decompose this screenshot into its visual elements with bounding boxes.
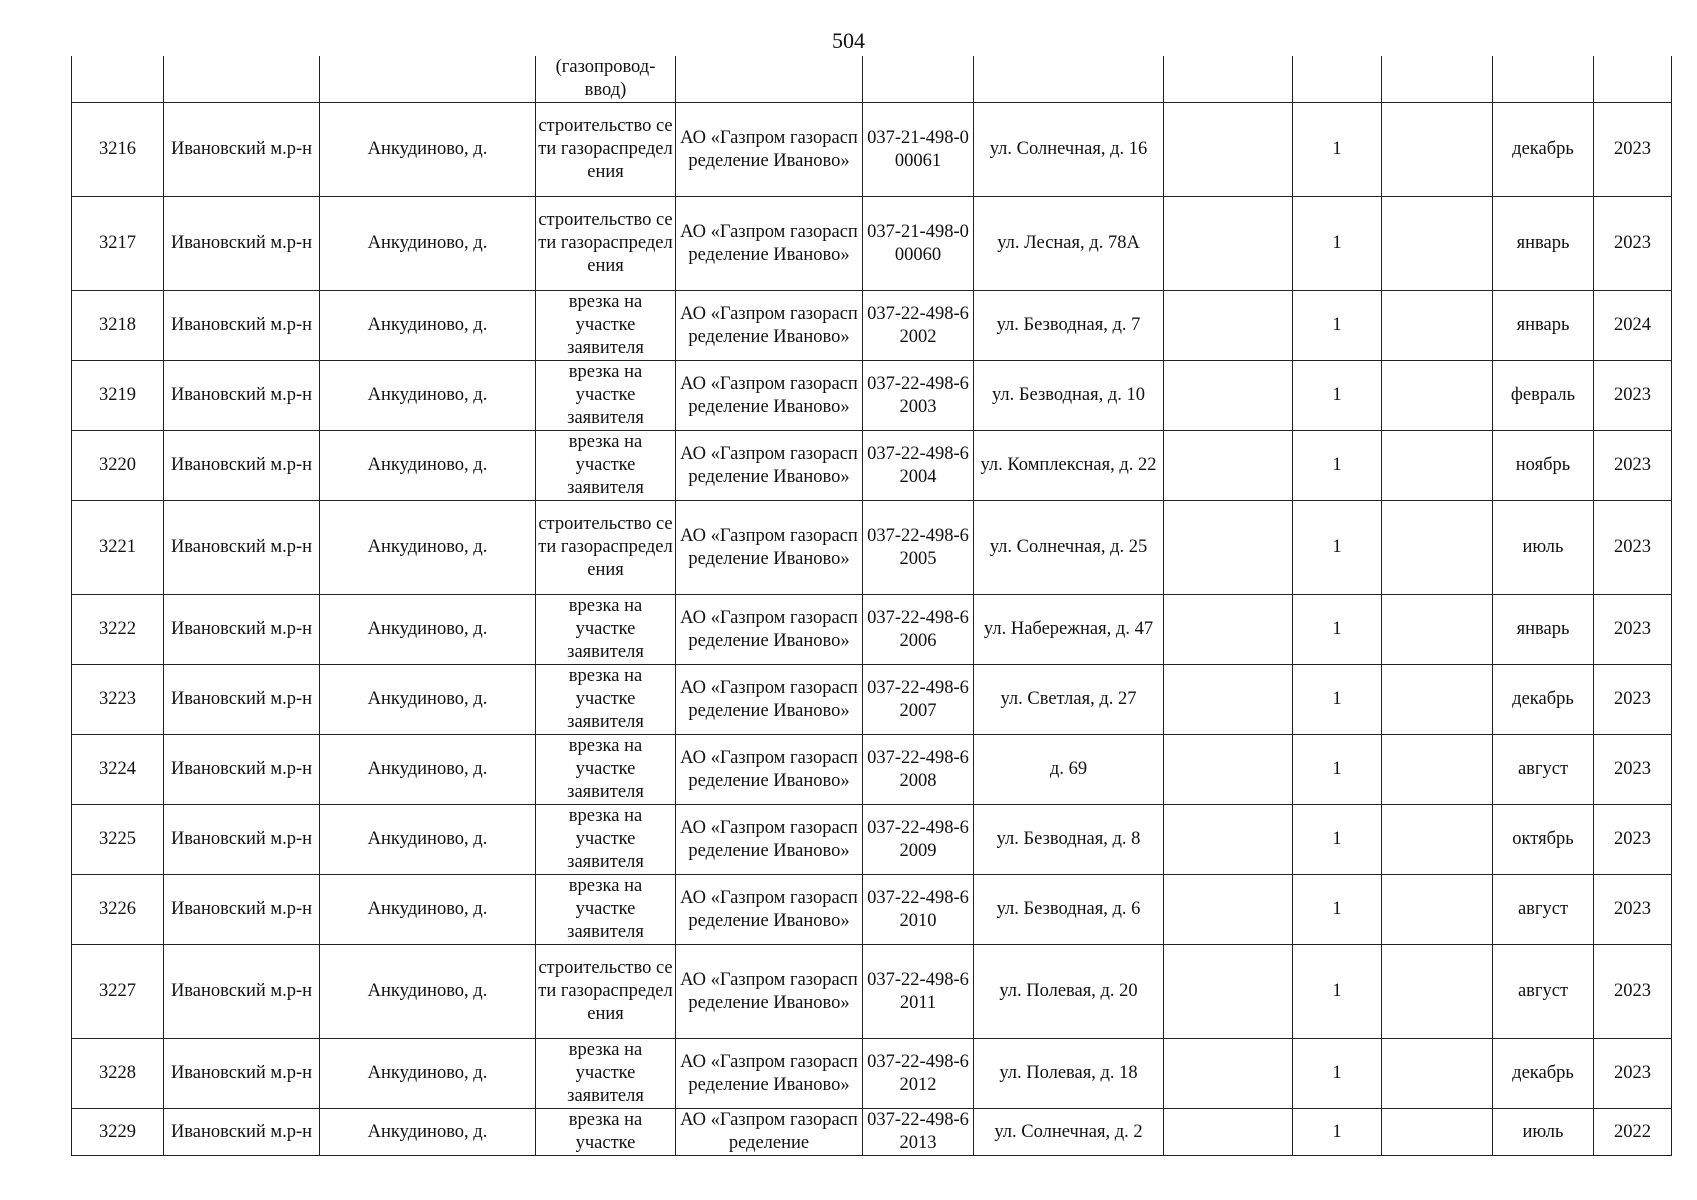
- table-row: [72, 431, 1672, 501]
- cell-district: Ивановский м.р-н: [164, 735, 320, 805]
- cell-locality: Анкудиново, д.: [320, 665, 536, 735]
- cell-col8: [1164, 361, 1293, 431]
- cell-month: июль: [1493, 1109, 1594, 1156]
- cell-qty: 1: [1293, 665, 1382, 735]
- cell-qty: 1: [1293, 735, 1382, 805]
- cell-work-type: врезка на участке заявителя: [536, 735, 676, 805]
- cell-work-type: врезка на участке: [536, 1109, 676, 1156]
- cell-num: 3229: [72, 1109, 164, 1156]
- cell-num: 3225: [72, 805, 164, 875]
- cell-org: АО «Газпром газораспределение Иваново»: [676, 805, 863, 875]
- cell-org: АО «Газпром газораспределение: [676, 1109, 863, 1156]
- cell-code: 037-22-498-62007: [863, 665, 974, 735]
- cell-code: 037-22-498-62010: [863, 875, 974, 945]
- cell-locality: [320, 56, 536, 103]
- cell-work-type: врезка на участке заявителя: [536, 595, 676, 665]
- cell-col8: [1164, 431, 1293, 501]
- cell-org: АО «Газпром газораспределение Иваново»: [676, 1039, 863, 1109]
- cell-month: август: [1493, 875, 1594, 945]
- cell-month: ноябрь: [1493, 431, 1594, 501]
- cell-year: 2023: [1594, 103, 1672, 197]
- cell-num: 3223: [72, 665, 164, 735]
- cell-month: январь: [1493, 197, 1594, 291]
- cell-locality: Анкудиново, д.: [320, 1109, 536, 1156]
- cell-year: 2023: [1594, 665, 1672, 735]
- cell-num: 3227: [72, 945, 164, 1039]
- cell-col8: [1164, 665, 1293, 735]
- cell-org: АО «Газпром газораспределение Иваново»: [676, 595, 863, 665]
- cell-work-type: врезка на участке заявителя: [536, 1039, 676, 1109]
- cell-org: [676, 56, 863, 103]
- cell-address: ул. Безводная, д. 6: [974, 875, 1164, 945]
- cell-month: февраль: [1493, 361, 1594, 431]
- cell-work-type: врезка на участке заявителя: [536, 875, 676, 945]
- cell-month: октябрь: [1493, 805, 1594, 875]
- cell-col10: [1382, 1039, 1493, 1109]
- cell-district: Ивановский м.р-н: [164, 1039, 320, 1109]
- cell-col10: [1382, 805, 1493, 875]
- cell-col8: [1164, 501, 1293, 595]
- cell-work-type: строительство сети газораспределения: [536, 945, 676, 1039]
- cell-address: ул. Безводная, д. 7: [974, 291, 1164, 361]
- cell-address: ул. Безводная, д. 10: [974, 361, 1164, 431]
- continuation-row: [72, 56, 1672, 103]
- table-row: [72, 735, 1672, 805]
- table-row: [72, 291, 1672, 361]
- cell-year: 2023: [1594, 875, 1672, 945]
- cell-year: 2023: [1594, 945, 1672, 1039]
- cell-month: январь: [1493, 595, 1594, 665]
- cell-month: январь: [1493, 291, 1594, 361]
- cell-qty: 1: [1293, 501, 1382, 595]
- cell-work-type: врезка на участке заявителя: [536, 805, 676, 875]
- cell-col10: [1382, 56, 1493, 103]
- cell-col8: [1164, 56, 1293, 103]
- cell-code: 037-22-498-62005: [863, 501, 974, 595]
- cell-num: 3222: [72, 595, 164, 665]
- registry-table: [71, 56, 1672, 1156]
- cell-qty: 1: [1293, 361, 1382, 431]
- cell-address: ул. Солнечная, д. 25: [974, 501, 1164, 595]
- cell-col10: [1382, 1109, 1493, 1156]
- table-row: [72, 103, 1672, 197]
- table-row: [72, 945, 1672, 1039]
- cell-year: 2023: [1594, 431, 1672, 501]
- cell-col10: [1382, 103, 1493, 197]
- cell-district: Ивановский м.р-н: [164, 431, 320, 501]
- cell-year: 2024: [1594, 291, 1672, 361]
- cell-work-type: врезка на участке заявителя: [536, 431, 676, 501]
- table-row: [72, 501, 1672, 595]
- cell-address: ул. Солнечная, д. 2: [974, 1109, 1164, 1156]
- cell-org: АО «Газпром газораспределение Иваново»: [676, 665, 863, 735]
- cell-qty: 1: [1293, 875, 1382, 945]
- table-row: [72, 665, 1672, 735]
- cell-year: 2023: [1594, 361, 1672, 431]
- cell-work-type: (газопровод-ввод): [536, 56, 676, 103]
- cell-qty: 1: [1293, 431, 1382, 501]
- page-number: 504: [832, 28, 865, 53]
- cell-work-type: строительство сети газораспределения: [536, 103, 676, 197]
- cell-qty: 1: [1293, 805, 1382, 875]
- table-row: [72, 875, 1672, 945]
- cell-col8: [1164, 1039, 1293, 1109]
- cell-month: август: [1493, 945, 1594, 1039]
- cell-address: ул. Полевая, д. 20: [974, 945, 1164, 1039]
- cell-col8: [1164, 291, 1293, 361]
- cell-locality: Анкудиново, д.: [320, 735, 536, 805]
- cell-work-type: строительство сети газораспределения: [536, 501, 676, 595]
- cell-district: Ивановский м.р-н: [164, 501, 320, 595]
- cell-address: ул. Безводная, д. 8: [974, 805, 1164, 875]
- cell-num: 3219: [72, 361, 164, 431]
- cell-locality: Анкудиново, д.: [320, 805, 536, 875]
- cell-org: АО «Газпром газораспределение Иваново»: [676, 875, 863, 945]
- cell-num: 3228: [72, 1039, 164, 1109]
- cell-col8: [1164, 595, 1293, 665]
- cell-code: [863, 56, 974, 103]
- cell-year: 2023: [1594, 735, 1672, 805]
- cell-num: 3217: [72, 197, 164, 291]
- cell-org: АО «Газпром газораспределение Иваново»: [676, 945, 863, 1039]
- cell-code: 037-21-498-000061: [863, 103, 974, 197]
- cell-col10: [1382, 665, 1493, 735]
- cell-address: ул. Полевая, д. 18: [974, 1039, 1164, 1109]
- cell-district: Ивановский м.р-н: [164, 805, 320, 875]
- cell-num: 3218: [72, 291, 164, 361]
- cell-district: Ивановский м.р-н: [164, 197, 320, 291]
- table-row: [72, 361, 1672, 431]
- cell-col10: [1382, 735, 1493, 805]
- cell-code: 037-22-498-62013: [863, 1109, 974, 1156]
- table-row: [72, 1039, 1672, 1109]
- cell-num: 3221: [72, 501, 164, 595]
- cell-org: АО «Газпром газораспределение Иваново»: [676, 103, 863, 197]
- cell-col10: [1382, 501, 1493, 595]
- cell-col10: [1382, 361, 1493, 431]
- cell-district: Ивановский м.р-н: [164, 875, 320, 945]
- cell-col8: [1164, 197, 1293, 291]
- cell-year: 2022: [1594, 1109, 1672, 1156]
- cell-org: АО «Газпром газораспределение Иваново»: [676, 291, 863, 361]
- cell-locality: Анкудиново, д.: [320, 197, 536, 291]
- cell-col10: [1382, 595, 1493, 665]
- cell-district: Ивановский м.р-н: [164, 595, 320, 665]
- cell-qty: 1: [1293, 197, 1382, 291]
- cell-num: 3216: [72, 103, 164, 197]
- cell-code: 037-22-498-62002: [863, 291, 974, 361]
- cell-district: Ивановский м.р-н: [164, 1109, 320, 1156]
- cell-month: декабрь: [1493, 1039, 1594, 1109]
- table-body: [72, 56, 1672, 1156]
- cell-locality: Анкудиново, д.: [320, 1039, 536, 1109]
- cell-address: ул. Лесная, д. 78А: [974, 197, 1164, 291]
- cell-col10: [1382, 945, 1493, 1039]
- cell-locality: Анкудиново, д.: [320, 291, 536, 361]
- cell-locality: Анкудиново, д.: [320, 875, 536, 945]
- cell-org: АО «Газпром газораспределение Иваново»: [676, 735, 863, 805]
- cell-col10: [1382, 291, 1493, 361]
- cell-locality: Анкудиново, д.: [320, 431, 536, 501]
- cell-work-type: врезка на участке заявителя: [536, 665, 676, 735]
- cell-col10: [1382, 197, 1493, 291]
- cell-col8: [1164, 875, 1293, 945]
- cell-year: 2023: [1594, 1039, 1672, 1109]
- cell-district: Ивановский м.р-н: [164, 103, 320, 197]
- cell-district: Ивановский м.р-н: [164, 291, 320, 361]
- cell-year: [1594, 56, 1672, 103]
- cell-locality: Анкудиново, д.: [320, 595, 536, 665]
- cell-col10: [1382, 875, 1493, 945]
- cell-month: декабрь: [1493, 665, 1594, 735]
- cell-work-type: врезка на участке заявителя: [536, 361, 676, 431]
- table-row: [72, 595, 1672, 665]
- cell-qty: 1: [1293, 945, 1382, 1039]
- cell-org: АО «Газпром газораспределение Иваново»: [676, 501, 863, 595]
- cell-year: 2023: [1594, 197, 1672, 291]
- cell-num: 3224: [72, 735, 164, 805]
- cell-org: АО «Газпром газораспределение Иваново»: [676, 197, 863, 291]
- table-row: [72, 197, 1672, 291]
- table-row: [72, 1109, 1672, 1156]
- cell-address: ул. Комплексная, д. 22: [974, 431, 1164, 501]
- cell-code: 037-22-498-62004: [863, 431, 974, 501]
- cell-qty: [1293, 56, 1382, 103]
- cell-district: Ивановский м.р-н: [164, 361, 320, 431]
- cell-qty: 1: [1293, 1109, 1382, 1156]
- cell-col8: [1164, 735, 1293, 805]
- cell-district: Ивановский м.р-н: [164, 945, 320, 1039]
- cell-address: ул. Светлая, д. 27: [974, 665, 1164, 735]
- cell-code: 037-22-498-62009: [863, 805, 974, 875]
- cell-locality: Анкудиново, д.: [320, 103, 536, 197]
- cell-locality: Анкудиново, д.: [320, 501, 536, 595]
- cell-address: ул. Набережная, д. 47: [974, 595, 1164, 665]
- cell-col10: [1382, 431, 1493, 501]
- cell-num: [72, 56, 164, 103]
- cell-qty: 1: [1293, 103, 1382, 197]
- cell-year: 2023: [1594, 805, 1672, 875]
- cell-col8: [1164, 805, 1293, 875]
- cell-district: [164, 56, 320, 103]
- cell-year: 2023: [1594, 595, 1672, 665]
- cell-code: 037-22-498-62012: [863, 1039, 974, 1109]
- cell-work-type: строительство сети газораспределения: [536, 197, 676, 291]
- cell-col8: [1164, 1109, 1293, 1156]
- table-row: [72, 805, 1672, 875]
- cell-code: 037-22-498-62006: [863, 595, 974, 665]
- cell-col8: [1164, 945, 1293, 1039]
- cell-address: ул. Солнечная, д. 16: [974, 103, 1164, 197]
- cell-work-type: врезка на участке заявителя: [536, 291, 676, 361]
- cell-org: АО «Газпром газораспределение Иваново»: [676, 361, 863, 431]
- cell-month: август: [1493, 735, 1594, 805]
- cell-code: 037-22-498-62008: [863, 735, 974, 805]
- cell-code: 037-21-498-000060: [863, 197, 974, 291]
- cell-month: [1493, 56, 1594, 103]
- cell-address: д. 69: [974, 735, 1164, 805]
- cell-qty: 1: [1293, 595, 1382, 665]
- cell-locality: Анкудиново, д.: [320, 361, 536, 431]
- cell-district: Ивановский м.р-н: [164, 665, 320, 735]
- cell-locality: Анкудиново, д.: [320, 945, 536, 1039]
- cell-num: 3220: [72, 431, 164, 501]
- cell-code: 037-22-498-62003: [863, 361, 974, 431]
- cell-code: 037-22-498-62011: [863, 945, 974, 1039]
- cell-month: июль: [1493, 501, 1594, 595]
- cell-address: [974, 56, 1164, 103]
- cell-col8: [1164, 103, 1293, 197]
- cell-month: декабрь: [1493, 103, 1594, 197]
- cell-org: АО «Газпром газораспределение Иваново»: [676, 431, 863, 501]
- cell-num: 3226: [72, 875, 164, 945]
- cell-qty: 1: [1293, 291, 1382, 361]
- cell-year: 2023: [1594, 501, 1672, 595]
- cell-qty: 1: [1293, 1039, 1382, 1109]
